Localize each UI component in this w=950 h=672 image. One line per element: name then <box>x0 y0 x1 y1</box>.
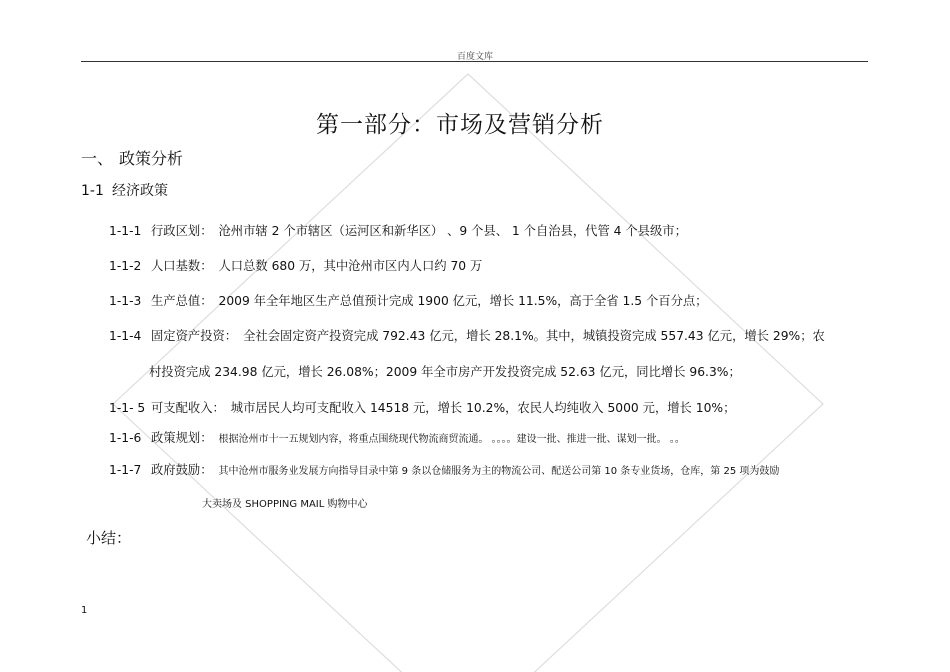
list-item <box>109 326 825 344</box>
item-number: 1-1-1 <box>109 224 142 238</box>
section-heading <box>81 146 183 169</box>
item-text: 城市居民人均可支配收入 14518 元，增长 10.2%，农民人均纯收入 5000 元，增长 10%； <box>230 401 736 415</box>
item-text: 人口总数 680 万，其中沧州市区内人口约 70 万 <box>218 259 483 273</box>
section-title: 政策分析 <box>119 149 184 168</box>
item-label: 人口基数： <box>151 259 213 273</box>
item-number: 1-1-7 <box>109 463 142 477</box>
item-number: 1-1-6 <box>109 431 142 445</box>
header-divider <box>81 61 868 62</box>
item-label: 政府鼓励： <box>151 463 213 477</box>
list-item <box>109 221 687 239</box>
subsection-heading <box>81 180 168 200</box>
item-number: 1-1-3 <box>109 294 142 308</box>
item-label: 固定资产投资： <box>151 329 238 343</box>
page-title: 第一部分：市场及营销分析 <box>316 112 604 138</box>
item-text: 其中沧州市服务业发展方向指导目录中第 9 条以仓储服务为主的物流公司、配送公司第 10 条专业货场，仓库，第 25 项为鼓励 <box>218 466 780 477</box>
item-text: 2009 年全年地区生产总值预计完成 1900 亿元，增长 11.5%，高于全省 1.5 个百分点； <box>218 294 708 308</box>
page-number: 1 <box>81 605 88 616</box>
item-continuation: 村投资完成 234.98 亿元，增长 26.08%；2009 年全市房产开发投资完成 52.63 亿元，同比增长 96.3%； <box>149 365 741 379</box>
list-item <box>109 460 779 478</box>
item-label: 可支配收入： <box>151 401 225 415</box>
list-item <box>109 428 685 446</box>
item-text: 全社会固定资产投资完成 792.43 亿元，增长 28.1%。其中，城镇投资完成 557.43 亿元，增长 29%；农 <box>243 329 825 343</box>
subsection-number: 1-1 <box>81 183 104 199</box>
list-item <box>109 398 735 416</box>
list-item <box>109 291 707 309</box>
item-text: 根据沧州市十一五规划内容，将重点围绕现代物流商贸流通。 。。。。建设一批、推进一批、谋划一批。 。。 <box>218 434 685 445</box>
item-label: 生产总值： <box>151 294 213 308</box>
subsection-title: 经济政策 <box>112 183 168 199</box>
item-label: 行政区划： <box>151 224 213 238</box>
list-item <box>109 256 482 274</box>
item-label: 政策规划： <box>151 431 213 445</box>
item-text: 沧州市辖 2 个市辖区（运河区和新华区） 、9 个县、 1 个自治县，代管 4 个县级市； <box>218 224 687 238</box>
item-number: 1-1-2 <box>109 259 142 273</box>
item-number: 1-1- 5 <box>109 401 146 415</box>
item-number: 1-1-4 <box>109 329 142 343</box>
summary-heading: 小结： <box>86 529 132 547</box>
section-number: 一、 <box>81 149 114 168</box>
item-continuation: 大卖场及 SHOPPING MAIL 购物中心 <box>202 499 368 510</box>
header-source: 百度文库 <box>456 52 493 62</box>
